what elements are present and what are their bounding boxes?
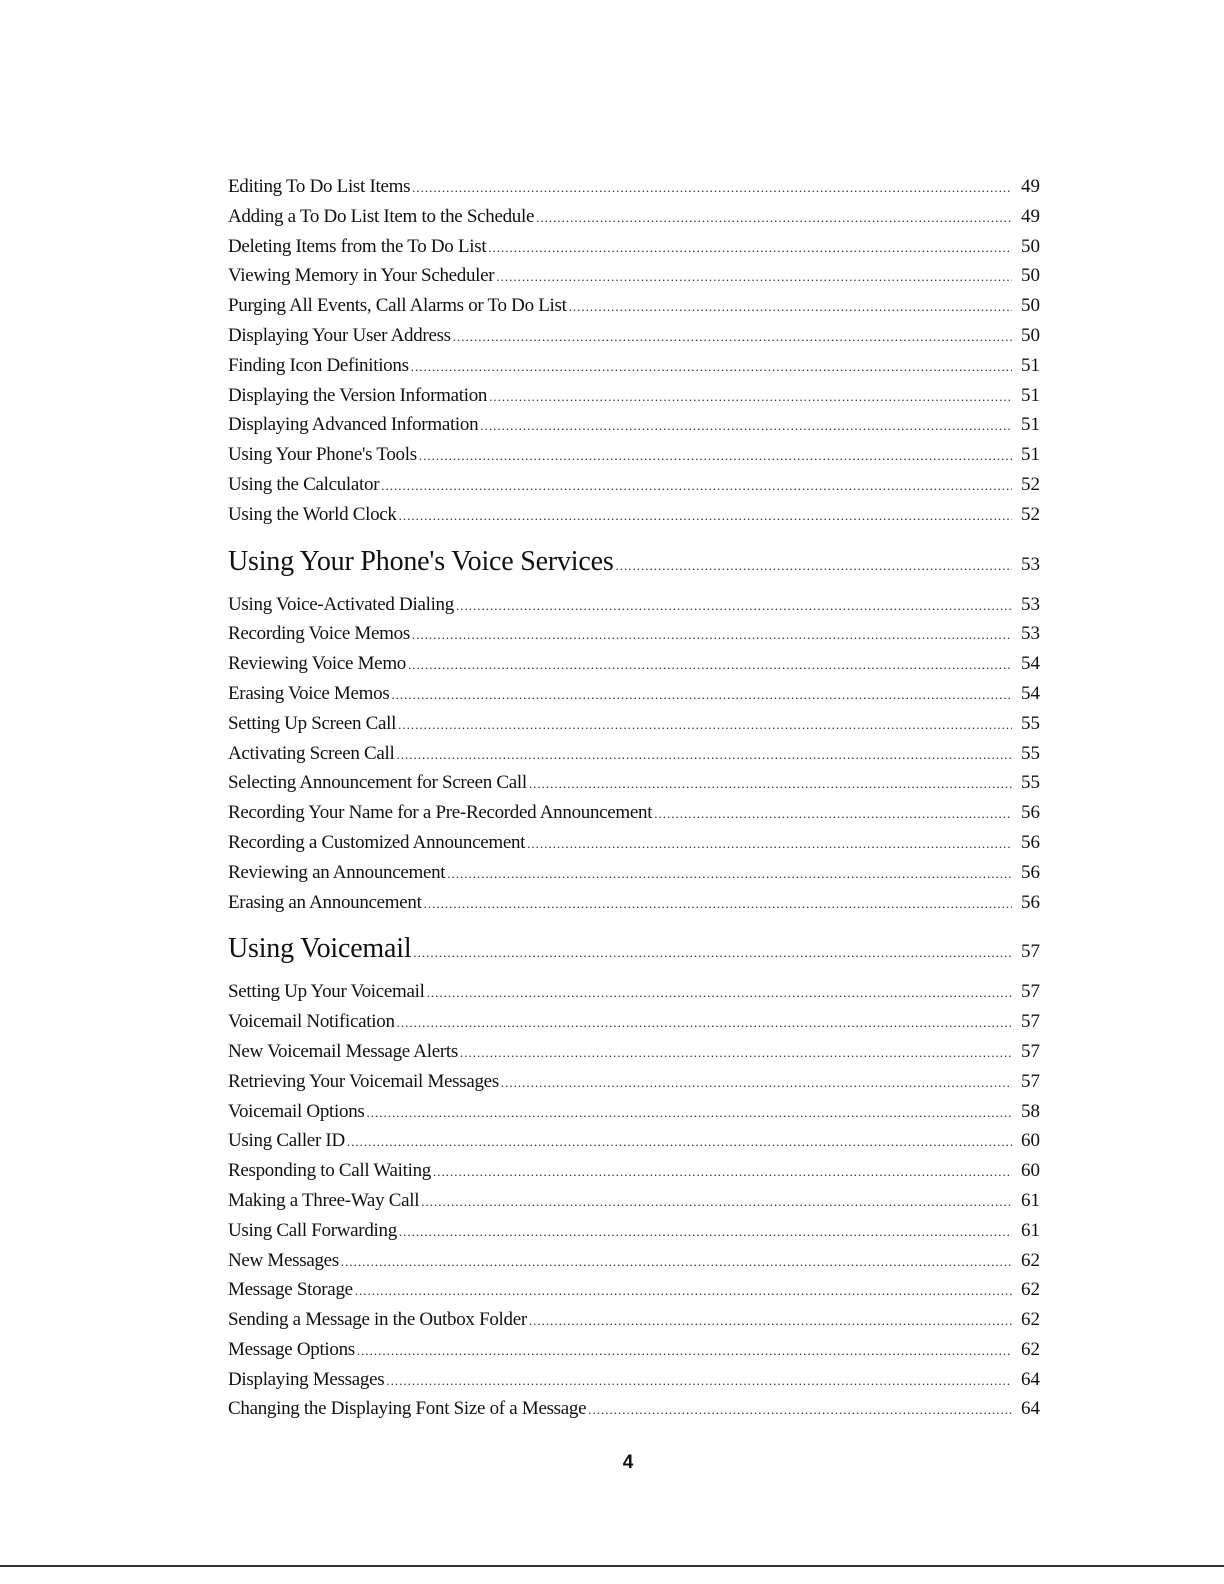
page-number: 4 [622, 1452, 634, 1473]
entry-title: Using the World Clock [228, 503, 397, 525]
dot-leader [424, 889, 1012, 919]
toc-entry [228, 500, 1040, 530]
dot-leader [357, 1336, 1012, 1366]
entry-title: Reviewing an Announcement [228, 861, 446, 883]
entry-title: New Messages [228, 1249, 339, 1271]
toc-entry [228, 1305, 1040, 1335]
entry-page-number: 52 [1021, 503, 1040, 525]
toc-entry [228, 1275, 1040, 1305]
entry-page-number: 57 [1021, 1011, 1040, 1033]
dot-leader [399, 501, 1012, 531]
toc-entry [228, 709, 1040, 739]
dot-leader [489, 382, 1012, 412]
entry-title: Purging All Events, Call Alarms or To Do List [228, 295, 567, 317]
section-page-number: 53 [1021, 553, 1040, 575]
dot-leader [412, 620, 1012, 650]
entry-page-number: 52 [1021, 473, 1040, 495]
toc-entry [228, 858, 1040, 888]
entry-page-number: 64 [1021, 1398, 1040, 1420]
entry-title: Recording Your Name for a Pre-Recorded Announcement [228, 802, 653, 824]
entry-title: Changing the Displaying Font Size of a Message [228, 1398, 587, 1420]
entry-title: Using Voice-Activated Dialing [228, 593, 454, 615]
entry-title: Message Options [228, 1338, 355, 1360]
entry-page-number: 56 [1021, 802, 1040, 824]
entry-page-number: 62 [1021, 1309, 1040, 1331]
dot-leader [386, 1366, 1012, 1396]
dot-leader [536, 203, 1012, 233]
dot-leader [456, 591, 1012, 621]
entry-title: Selecting Announcement for Screen Call [228, 772, 527, 794]
entry-page-number: 54 [1021, 682, 1040, 704]
entry-page-number: 51 [1021, 444, 1040, 466]
dot-leader [347, 1127, 1012, 1157]
dot-leader [588, 1395, 1012, 1425]
toc-section-heading [228, 923, 1040, 975]
entry-page-number: 56 [1021, 831, 1040, 853]
dot-leader [412, 173, 1012, 203]
dot-leader [529, 769, 1012, 799]
entry-title: Finding Icon Definitions [228, 354, 409, 376]
entry-page-number: 50 [1021, 295, 1040, 317]
entry-title: Message Storage [228, 1279, 353, 1301]
entry-page-number: 55 [1021, 742, 1040, 764]
entry-page-number: 57 [1021, 981, 1040, 1003]
entry-title: Setting Up Your Voicemail [228, 981, 425, 1003]
toc-entry [228, 828, 1040, 858]
entry-page-number: 54 [1021, 653, 1040, 675]
toc-entry [228, 1246, 1040, 1276]
dot-leader [381, 471, 1012, 501]
table-of-contents [228, 172, 1040, 1424]
dot-leader [527, 829, 1012, 859]
dot-leader [421, 1187, 1012, 1217]
entry-page-number: 57 [1021, 1070, 1040, 1092]
bottom-rule [0, 1565, 1224, 1567]
entry-page-number: 51 [1021, 414, 1040, 436]
entry-page-number: 56 [1021, 861, 1040, 883]
toc-entry [228, 798, 1040, 828]
toc-entry [228, 1156, 1040, 1186]
entry-page-number: 57 [1021, 1040, 1040, 1062]
entry-page-number: 53 [1021, 623, 1040, 645]
entry-title: Sending a Message in the Outbox Folder [228, 1309, 527, 1331]
entry-page-number: 51 [1021, 354, 1040, 376]
entry-title: Activating Screen Call [228, 742, 395, 764]
dot-leader [433, 1157, 1012, 1187]
entry-title: Displaying Messages [228, 1368, 385, 1390]
toc-entry [228, 1126, 1040, 1156]
entry-page-number: 56 [1021, 891, 1040, 913]
entry-title: New Voicemail Message Alerts [228, 1040, 458, 1062]
toc-entry [228, 321, 1040, 351]
toc-entry [228, 888, 1040, 918]
toc-entry [228, 739, 1040, 769]
entry-title: Displaying the Version Information [228, 384, 488, 406]
entry-title: Using the Calculator [228, 473, 380, 495]
toc-entry [228, 590, 1040, 620]
entry-title: Recording a Customized Announcement [228, 831, 526, 853]
entry-page-number: 60 [1021, 1160, 1040, 1182]
toc-entry [228, 1216, 1040, 1246]
dot-leader [501, 1068, 1012, 1098]
entry-title: Recording Voice Memos [228, 623, 410, 645]
toc-entry [228, 768, 1040, 798]
entry-page-number: 61 [1021, 1219, 1040, 1241]
toc-entry [228, 232, 1040, 262]
toc-entry [228, 470, 1040, 500]
toc-entry [228, 202, 1040, 232]
toc-entry [228, 1186, 1040, 1216]
dot-leader [413, 927, 1012, 979]
toc-entry [228, 381, 1040, 411]
entry-title: Reviewing Voice Memo [228, 653, 406, 675]
toc-entry [228, 172, 1040, 202]
dot-leader [367, 1098, 1012, 1128]
toc-entry [228, 1394, 1040, 1424]
entry-title: Voicemail Options [228, 1100, 365, 1122]
entry-page-number: 50 [1021, 324, 1040, 346]
toc-entry [228, 1037, 1040, 1067]
entry-page-number: 49 [1021, 205, 1040, 227]
dot-leader [355, 1276, 1012, 1306]
toc-entry [228, 1335, 1040, 1365]
entry-title: Setting Up Screen Call [228, 712, 397, 734]
dot-leader [391, 680, 1012, 710]
entry-page-number: 60 [1021, 1130, 1040, 1152]
toc-entry [228, 619, 1040, 649]
dot-leader [488, 233, 1012, 263]
dot-leader [398, 710, 1012, 740]
toc-entry [228, 977, 1040, 1007]
entry-title: Erasing an Announcement [228, 891, 422, 913]
dot-leader [397, 1008, 1012, 1038]
dot-leader [408, 650, 1012, 680]
toc-entry [228, 261, 1040, 291]
entry-page-number: 64 [1021, 1368, 1040, 1390]
entry-page-number: 50 [1021, 265, 1040, 287]
dot-leader [654, 799, 1012, 829]
toc-entry [228, 1365, 1040, 1395]
entry-page-number: 62 [1021, 1338, 1040, 1360]
entry-page-number: 51 [1021, 384, 1040, 406]
toc-entry [228, 410, 1040, 440]
entry-title: Erasing Voice Memos [228, 682, 390, 704]
dot-leader [427, 978, 1012, 1008]
entry-page-number: 49 [1021, 176, 1040, 197]
toc-entry [228, 1097, 1040, 1127]
entry-title: Adding a To Do List Item to the Schedule [228, 205, 535, 227]
entry-page-number: 50 [1021, 235, 1040, 257]
entry-title: Deleting Items from the To Do List [228, 235, 487, 257]
entry-title: Using Your Phone's Tools [228, 444, 417, 466]
toc-entry [228, 1007, 1040, 1037]
dot-leader [447, 859, 1012, 889]
entry-page-number: 53 [1021, 593, 1040, 615]
entry-page-number: 61 [1021, 1189, 1040, 1211]
toc-section-heading [228, 536, 1040, 588]
dot-leader [616, 540, 1012, 592]
toc-entry [228, 679, 1040, 709]
entry-title: Using Caller ID [228, 1130, 345, 1152]
dot-leader [411, 352, 1012, 382]
entry-title: Making a Three-Way Call [228, 1189, 420, 1211]
entry-page-number: 62 [1021, 1249, 1040, 1271]
entry-title: Voicemail Notification [228, 1011, 395, 1033]
entry-page-number: 62 [1021, 1279, 1040, 1301]
toc-entry [228, 440, 1040, 470]
dot-leader [480, 411, 1012, 441]
toc-entry [228, 649, 1040, 679]
section-page-number: 57 [1021, 941, 1040, 963]
dot-leader [569, 292, 1012, 322]
toc-entry [228, 351, 1040, 381]
section-title: Using Voicemail [228, 933, 412, 965]
entry-title: Viewing Memory in Your Scheduler [228, 265, 495, 287]
entry-title: Responding to Call Waiting [228, 1160, 432, 1182]
dot-leader [341, 1247, 1012, 1277]
dot-leader [453, 322, 1012, 352]
dot-leader [396, 740, 1012, 770]
dot-leader [399, 1217, 1012, 1247]
section-title: Using Your Phone's Voice Services [228, 545, 614, 577]
entry-page-number: 58 [1021, 1100, 1040, 1122]
dot-leader [460, 1038, 1012, 1068]
dot-leader [419, 441, 1012, 471]
entry-title: Retrieving Your Voicemail Messages [228, 1070, 499, 1092]
entry-title: Using Call Forwarding [228, 1219, 397, 1241]
dot-leader [496, 262, 1012, 292]
toc-entry [228, 291, 1040, 321]
entry-title: Editing To Do List Items [228, 176, 411, 197]
entry-title: Displaying Your User Address [228, 324, 451, 346]
entry-page-number: 55 [1021, 712, 1040, 734]
dot-leader [529, 1306, 1012, 1336]
entry-page-number: 55 [1021, 772, 1040, 794]
toc-entry [228, 1067, 1040, 1097]
entry-title: Displaying Advanced Information [228, 414, 479, 436]
